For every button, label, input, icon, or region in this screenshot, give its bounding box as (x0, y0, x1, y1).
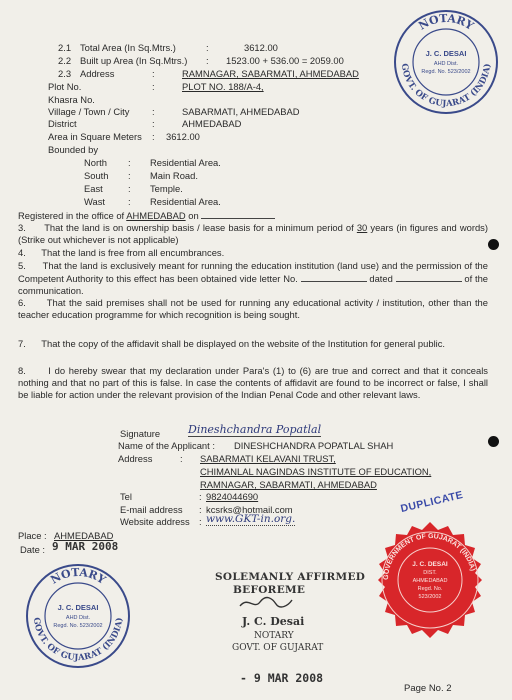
colon: : (199, 491, 202, 502)
para-text: That the land is free from all encumbrances. (41, 247, 225, 258)
colon: : (128, 170, 131, 181)
seal-ring-text: GOVERNMENT OF GUJARAT (INDIA) (382, 532, 476, 581)
seal-line-3: AHMEDABAD (412, 578, 448, 584)
para-num: 7. (18, 338, 26, 349)
stamp-regd: Regd. No. 523/2002 (421, 69, 471, 75)
para-8 (18, 365, 488, 401)
stamp-top-text: NOTARY (416, 11, 476, 33)
registered-place: AHMEDABAD (126, 210, 186, 221)
colon: : (128, 196, 131, 207)
place-value: AHMEDABAD (54, 530, 114, 541)
email-value: kcsrks@hotmail.com (206, 504, 293, 515)
notary-date: - 9 MAR 2008 (240, 671, 324, 685)
notary-stamp-bottom (24, 562, 132, 670)
village-value: SABARMATI, AHMEDABAD (182, 106, 300, 117)
area-value: 3612.00 (166, 131, 200, 142)
address-value: RAMNAGAR, SABARMATI, AHMEDABAD (182, 68, 359, 79)
para-num: 6. (18, 297, 26, 308)
item-value: 1523.00 + 536.00 = 2059.00 (226, 55, 344, 66)
para-5 (18, 260, 488, 297)
colon: : (128, 157, 131, 168)
bound-value: Temple. (150, 183, 183, 194)
signature-handwritten: Dineshchandra Popatlal (188, 423, 322, 436)
red-seal (370, 520, 490, 640)
village-label: Village / Town / City (48, 106, 130, 117)
solemn-line-1: SOLEMANLY AFFIRMED (215, 571, 366, 583)
para-num: 4. (18, 247, 26, 258)
blank-line (201, 209, 275, 219)
item-value: 3612.00 (244, 42, 278, 53)
stamp-arc-text: GOVT. OF GUJARAT (INDIA) (30, 616, 126, 664)
lease-years: 30 (356, 222, 368, 233)
colon: : (152, 81, 155, 92)
item-label: Built up Area (In Sq.Mtrs.) (80, 55, 188, 66)
para-num: 5. (18, 260, 26, 271)
stamp-dist: AHD Dist. (65, 615, 91, 621)
seal-line-2: DIST. (423, 570, 437, 576)
colon: : (152, 131, 155, 142)
stamp-regd: Regd. No. 523/2002 (53, 623, 103, 629)
stamp-name: J. C. DESAI (425, 49, 467, 58)
email-label: E-mail address (120, 504, 183, 515)
notary-name: J. C. Desai (242, 615, 305, 628)
para-3 (18, 222, 488, 246)
blank-line (396, 272, 462, 282)
colon: : (199, 516, 202, 527)
colon: : (152, 118, 155, 129)
para-6 (18, 297, 488, 321)
para-4 (18, 247, 488, 259)
para-text: dated (369, 273, 393, 284)
para-text: I do hereby swear that my declaration under Para's (1) to (6) are true and correct and that it conceals nothing and that no part of this is false. In case the contents of affidavit are found to be incorrect or false, I shall be liable for action under the relevant provision of the Indian Penal Code and other relevant laws. (18, 365, 488, 400)
colon: : (128, 183, 131, 194)
para-text: years (in figures and words) (Strike out whichever is not applicable) (18, 222, 488, 245)
date-value: 9 MAR 2008 (52, 540, 119, 553)
page-number: Page No. 2 (404, 683, 452, 694)
stamp-top-text: NOTARY (48, 565, 108, 587)
bounded-label: Bounded by (48, 144, 99, 155)
date-label: Date : (20, 544, 46, 555)
notary-title: NOTARY (254, 631, 294, 641)
district-value: AHMEDABAD (182, 118, 242, 129)
bound-value: Residential Area. (150, 196, 221, 207)
applicant-name-value: DINESHCHANDRA POPATLAL SHAH (234, 440, 394, 451)
duplicate-stamp: DUPLICATE (399, 488, 465, 516)
tel-label: Tel (120, 491, 132, 502)
blank-line (301, 272, 367, 282)
address-line-3: RAMNAGAR, SABARMATI, AHMEDABAD (200, 479, 377, 490)
registered-line (18, 209, 275, 222)
item-num: 2.1 (58, 42, 72, 53)
colon: : (180, 453, 183, 464)
colon: : (152, 68, 155, 79)
colon: : (199, 504, 202, 515)
notary-govt: GOVT. OF GUJARAT (232, 643, 324, 653)
para-7 (18, 338, 488, 350)
registered-on: on (188, 210, 199, 221)
item-label: Address (80, 68, 115, 79)
khasra-label: Khasra No. (48, 94, 95, 105)
website-label: Website address (120, 516, 190, 527)
para-text: That the land is on ownership basis / lease basis for a minimum period of (44, 222, 354, 233)
address-label: Address (118, 453, 153, 464)
para-text: That the said premises shall not be used for running any educational activity / institution, other than the teacher education programme for which recognition is being sought. (18, 297, 488, 320)
punch-hole-icon (488, 239, 499, 250)
colon: : (206, 55, 209, 66)
bound-dir: North (84, 157, 107, 168)
area-label: Area in Square Meters (48, 131, 142, 142)
punch-hole-icon (488, 436, 499, 447)
bound-dir: East (84, 183, 103, 194)
signature-label: Signature (120, 428, 161, 439)
para-num: 8. (18, 365, 26, 376)
item-num: 2.2 (58, 55, 72, 66)
notary-stamp-top (392, 8, 500, 116)
bound-dir: Wast (84, 196, 106, 207)
colon: : (152, 106, 155, 117)
seal-line-5: 523/2002 (418, 594, 442, 600)
seal-line-1: J. C. DESAI (412, 561, 448, 568)
plot-label: Plot No. (48, 81, 82, 92)
para-text: That the land is exclusively meant for running the education institution (land use) and the permission of the Competent Authority to this effect has been obtained vide letter No. (18, 260, 488, 284)
bound-value: Residential Area. (150, 157, 221, 168)
address-line-1: SABARMATI KELAVANI TRUST, (200, 453, 336, 464)
para-text: of the communication. (18, 273, 489, 296)
stamp-dist: AHD Dist. (433, 61, 459, 67)
item-num: 2.3 (58, 68, 72, 79)
item-label: Total Area (In Sq.Mtrs.) (80, 42, 176, 53)
district-label: District (48, 118, 77, 129)
stamp-name: J. C. DESAI (57, 603, 99, 612)
tel-value: 9824044690 (206, 491, 259, 502)
place-label: Place : (18, 530, 47, 541)
bound-dir: South (84, 170, 109, 181)
seal-line-4: Regd. No. (417, 586, 443, 592)
solemn-line-2: BEFOREME (233, 584, 306, 596)
plot-value: PLOT NO. 188/A-4, (182, 81, 264, 92)
notary-signature-icon (236, 594, 296, 612)
colon: : (206, 42, 209, 53)
website-value: www.GKT-in.org. (206, 513, 296, 525)
para-text: That the copy of the affidavit shall be displayed on the website of the Institution for general public. (41, 338, 446, 349)
stamp-arc-text: GOVT. OF GUJARAT (INDIA) (398, 62, 494, 110)
para-num: 3. (18, 222, 26, 233)
registered-prefix: Registered in the office of (18, 210, 125, 221)
address-line-2: CHIMANLAL NAGINDAS INSTITUTE OF EDUCATION, (200, 466, 432, 477)
bound-value: Main Road. (150, 170, 198, 181)
applicant-name-label: Name of the Applicant : (118, 440, 215, 451)
